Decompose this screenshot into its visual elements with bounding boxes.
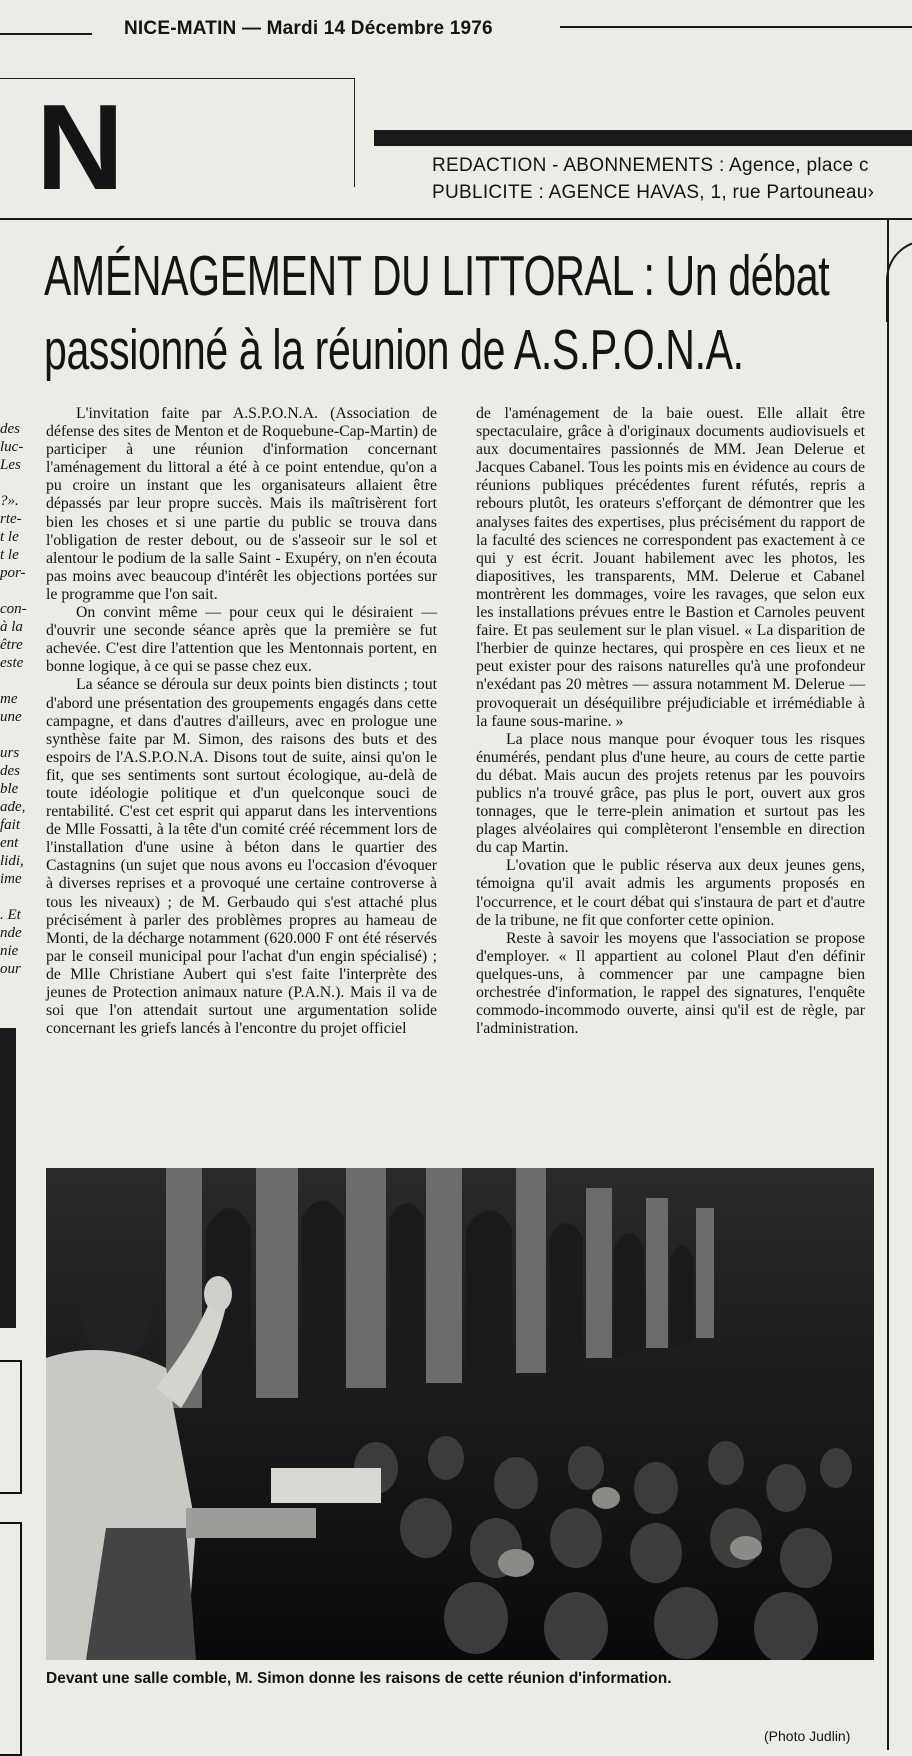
article-column-2 xyxy=(476,405,865,1038)
article-paragraph: L'ovation que le public réserva aux deux jeunes gens, témoigna qu'il avait admis les arguments proposés en l'occurrence, et le court débat qui s'instaura de part et d'autre de la tribune, ne fit que conforter cette opinion. xyxy=(476,857,865,929)
photo-caption: Devant une salle comble, M. Simon donne les raisons de cette réunion d'information. xyxy=(46,1670,672,1687)
masthead-info-line-1: REDACTION - ABONNEMENTS : Agence, place c xyxy=(432,155,869,176)
article-paragraph: de l'aménagement de la baie ouest. Elle allait être spectaculaire, grâce à d'originaux documents audiovisuels et aux documentaires passionnés de MM. Jean Delerue et Jacques Cabanel. Tous les points mis en évidence au cours de réunions publiques précédentes furent réfutés, repris a rebours plutôt, les orateurs s'efforçant de démontrer que les analyses faites des expertises, plus précisément du rapport de la faculté des sciences ne correspondent pas exactement à ce qui y est écrit. Jouant habilement avec les photos, les diapositives, les transparents, MM. Delerue et Cabanel montrèrent les dommages, voire les ravages, que selon eux les installations prévues entre le Bastion et Carnoles peuvent faire. Et pas seulement sur le plan visuel. « La disparition de l'herbier de quinze hectares, qui prospère en ces lieux et ne peut exister pour des raisons naturelles qu'à une profondeur n'exédant pas 20 mètres — assura notamment M. Delerue — provoquerait un déséquilibre préjudiciable et irrémédiable à la faune sous-marine. » xyxy=(476,405,865,730)
article-paragraph: La place nous manque pour évoquer tous les risques énumérés, pendant plus d'une heure, au cours de cette partie du débat. Mais aucun des projets retenus par les pouvoirs publics n'a trouvé grâce, pas plus le port, ouvert aux gros tonnages, que le terre-plein animation et surtout pas les plages alvéolaires qui complèteront l'ensemble en direction du cap Martin. xyxy=(476,730,865,857)
article-column-1 xyxy=(46,405,437,1038)
headline-line-2: passionné à la réunion de A.S.P.O.N.A. xyxy=(44,318,744,382)
photo-credit: (Photo Judlin) xyxy=(764,1728,851,1744)
left-margin-fragments: des luc- Les ?». rte- t le t le por- con- à la être este me une urs des ble ade, fait ent lidi, ime . Et nde nie our xyxy=(0,421,27,977)
left-margin-box-2 xyxy=(0,1522,22,1756)
section-letter: N xyxy=(36,79,125,215)
masthead-thick-rule xyxy=(374,130,912,146)
left-margin-box xyxy=(0,1360,22,1494)
top-rule-right xyxy=(560,26,912,28)
article-paragraph: Reste à savoir les moyens que l'association se propose d'employer. « Il appartient au colonel Plaut d'en définir quelques-uns, à commencer par une campagne bien orchestrée d'information, le rappel des signatures, l'enquête commodo-incommodo ouverte, ainsi qu'il est de règle, par l'administration. xyxy=(476,929,865,1038)
headline-line-1: AMÉNAGEMENT DU LITTORAL : Un débat xyxy=(44,244,830,308)
meeting-photo xyxy=(46,1168,874,1660)
top-rule-left xyxy=(0,33,92,35)
right-column-rule xyxy=(887,220,889,1750)
audience-hall-image xyxy=(46,1168,874,1660)
masthead-info-line-2: PUBLICITE : AGENCE HAVAS, 1, rue Partouneau› xyxy=(432,182,875,203)
article-paragraph: L'invitation faite par A.S.P.O.N.A. (Association de défense des sites de Menton et de Roquebune-Cap-Martin) de participer à une réunion d'information concernant l'aménagement du littoral a été à ce point entendue, qu'on a pu croire un instant que les organisateurs allaient être dépassés par leur propre succès. Mais ils maîtrisèrent fort bien les choses et si une partie du public se trouva dans l'obligation de rester debout, ou de s'asseoir sur le sol et alentour le podium de la salle Saint - Exupéry, on n'en écouta pas moins avec beaucoup d'intérêt les objections portées sur le programme que l'on sait. xyxy=(46,405,437,603)
masthead-bottom-rule xyxy=(0,218,912,220)
article-paragraph: On convint même — pour ceux qui le désiraient — d'ouvrir une seconde séance après que la première se fut achevée. C'est dire l'attention que les Mentonnais portent, en bonne logique, à ce qui se passe chez eux. xyxy=(46,604,437,676)
article-paragraph: La séance se déroula sur deux points bien distincts ; tout d'abord une présentation des groupements engagés dans cette campagne, et dans d'autres d'ailleurs, avec en prologue une synthèse faite par M. Simon, des raisons des buts et des espoirs de l'A.S.P.O.N.A. Disons tout de suite, ainsi qu'on le fit, que ses sentiments sont surtout écologique, au-delà de toute idéologie politique et d'un quelconque souci de rentabilité. C'est cet esprit qui apparut dans les interventions de Mlle Fossatti, à la tête d'un comité créé récemment lors de l'installation d'une usine à béton dans le quartier des Castagnins (un sujet que nous avons eu l'occasion d'évoquer à diverses reprises et a provoqué une certaine controverse à tous les niveaux) ; de M. Gerbaudo qui s'est attaché plus précisément à parler des problèmes propres au hameau de Monti, de la décharge notamment (620.000 F ont été réservés par le conseil municipal pour l'achat d'un engin spécialisé) ; de Mlle Christiane Aubert qui s'est faite l'interprète des jeunes de Protection animaux nature (P.A.N.). Mais il va de soi que l'on attendait surtout une argumentation solide concernant les griefs lancés à l'encontre du projet officiel xyxy=(46,676,437,1038)
newspaper-date-line: NICE-MATIN — Mardi 14 Décembre 1976 xyxy=(124,18,493,39)
left-margin-black-block xyxy=(0,1028,16,1328)
right-edge-curve xyxy=(886,240,912,322)
